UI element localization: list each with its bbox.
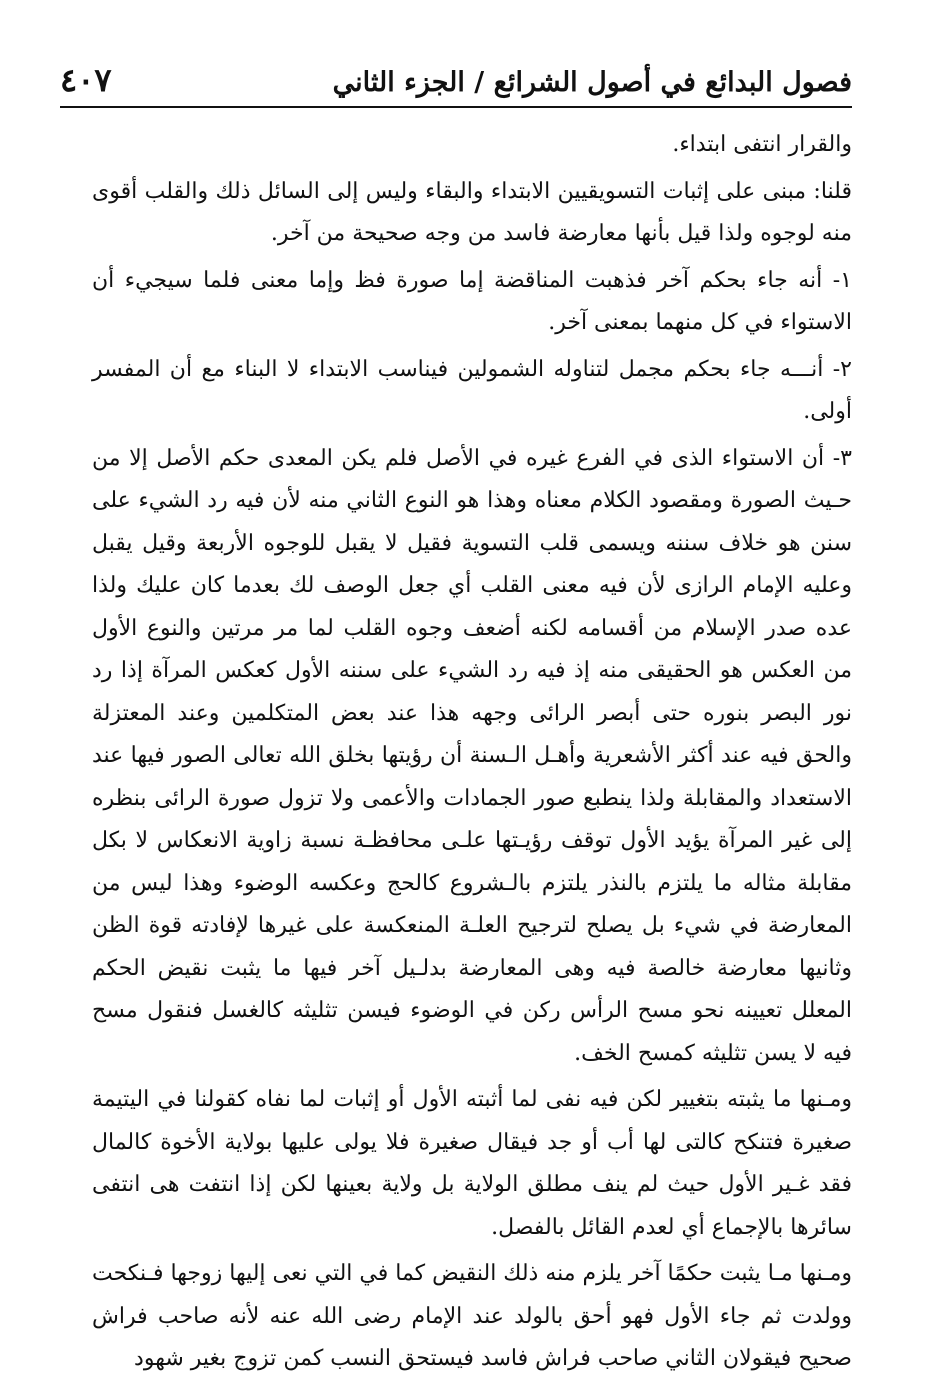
paragraph: ٣- أن الاستواء الذى في الفرع غيره في الأصل فلم يكن المعدى حكم الأصل إلا من حـيث الصورة ومقصود الكلام معناه وهذا هو النوع الثاني منه لأن فيه رد الشيء على سنن هو خلاف سننه ويسمى قلب التسوية فقيل لا يقبل للوجوه الأربعة وقيل يقبل وعليه الإمام الرازى لأن فيه معنى القلب أي جعل الوصف لك بعدما كان عليك ولذا عده صدر الإسلام من أقسامه لكنه أضعف وجوه القلب لما مر مرتين والنوع الأول من العكس هو الحقيقى منه إذ فيه رد الشيء على سننه الأول كعكس المرآة إذا رد نور البصر بنوره حتى أبصر الرائى وجهه هذا عند بعض المتكلمين وعند المعتزلة والحق فيه عند أكثر الأشعرية وأهـل الـسنة أن رؤيتها بخلق الله تعالى الصور فيها عند الاستعداد والمقابلة ولذا ينطبع صور الجمادات والأعمى ولا تزول صورة الرائى بنظره إلى غير المرآة يؤيد الأول توقف رؤيـتها علـى محافظـة نسبة زاوية الانعكاس لا بكل مقابلة مثاله ما يلتزم بالنذر يلتزم بالـشروع كالحج وعكسه الوضوء وهذا ليس من المعارضة في شيء بل يصلح لترجيح العلـة المنعكسة على غيرها لإفادته قوة الظن وثانيها معارضة خالصة فيه وهى المعارضة بدلـيل آخر فيها ما يثبت نقيض الحكم المعلل تعيينه نحو مسح الرأس ركن في الوضوء فيسن تثليثه كالغسل فنقول مسح فيه لا يسن تثليثه كمسح الخف. [92,445,852,1066]
paragraph: ١- أنه جاء بحكم آخر فذهبت المناقضة إما صورة فظ وإما معنى فلما سيجيء أن الاستواء في كل منهما بمعنى آخر. [92,267,852,335]
paragraph: قلنا: مبنى على إثبات التسويقيين الابتداء والبقاء وليس إلى السائل ذلك والقلب أقوى منه لوجوه ولذا قيل بأنها معارضة فاسد من وجه صحيحة من آخر. [92,178,852,246]
paragraph: والقرار انتفى ابتداء. [672,132,852,157]
running-title: فصول البدائع في أصول الشرائع / الجزء الثاني [332,67,852,98]
page-number: ٤٠٧ [60,61,112,99]
page-header [60,46,852,102]
body-text [92,124,852,1385]
paragraph: ومـنها مـا يثبت حكمًا آخر يلزم منه ذلك النقيض كما في التي نعى إليها زوجها فـنكحت وولدت ثم جاء الأول فهو أحق بالولد عند الإمام رضى الله عنه لأنه صاحب فراش صحيح فيقولان الثاني صاحب فراش فاسد فيستحق النسب كمن تزوج بغير شهود [92,1261,852,1371]
paragraph: ومـنها ما يثبته بتغيير لكن فيه نفى لما أثبته الأول أو إثبات لما نفاه كقولنا في اليتيمة صغيرة فتنكح كالتى لها أب أو جد فيقال صغيرة فلا يولى عليها بولاية الأخوة كالمال فقد غـير الأول حيث لم ينف مطلق الولاية بل ولاية بعينها لكن إذا انتفت هى انتفى سائرها بالإجماع أي لعدم القائل بالفصل. [92,1087,852,1240]
header-rule [60,106,852,108]
paragraph: ٢- أنـــه جاء بحكم مجمل لتناوله الشمولين فيناسب الابتداء لا البناء مع أن المفسر أولى. [92,356,852,424]
